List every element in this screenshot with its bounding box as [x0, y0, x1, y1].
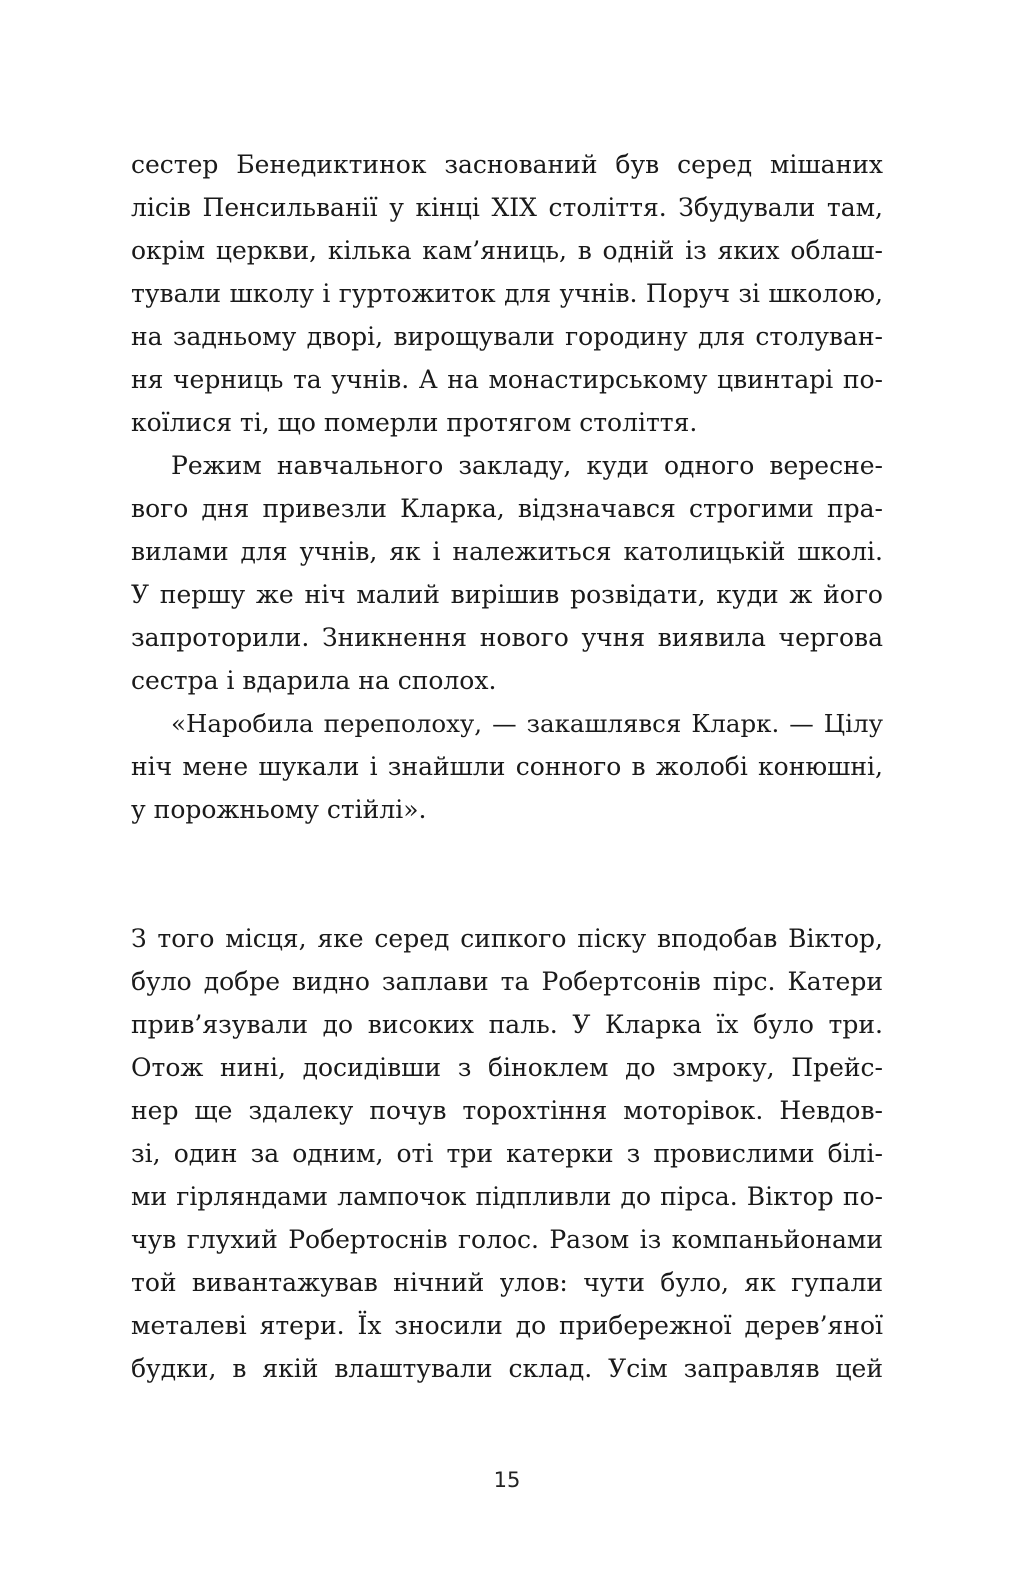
paragraph-1-line: лісів Пенсильванії у кінці XIX століття. Збудували там,: [131, 193, 883, 222]
page-number: 15: [493, 1468, 521, 1492]
paragraph-2-line: сестра і вдарила на сполох.: [131, 666, 497, 695]
paragraph-4-line: будки, в якій влаштували склад. Усім заправляв цей: [131, 1354, 883, 1383]
paragraph-1-line: окрім церкви, кілька кам’яниць, в одній із яких облаш-: [131, 236, 883, 265]
paragraph-3-line: ніч мене шукали і знайшли сонного в жолобі конюшні,: [131, 752, 883, 781]
paragraph-4-line: той вивантажував нічний улов: чути було, як гупали: [131, 1268, 883, 1297]
paragraph-4-line: металеві ятери. Їх зносили до прибережної дерев’яної: [131, 1311, 883, 1340]
paragraph-4-line: Отож нині, досидівши з біноклем до змроку, Прейс-: [131, 1053, 883, 1082]
paragraph-4-line: зі, один за одним, оті три катерки з провислими білі-: [131, 1139, 883, 1168]
paragraph-4-line: З того місця, яке серед сипкого піску вподобав Віктор,: [131, 924, 883, 953]
paragraph-4-line: прив’язували до високих паль. У Кларка їх було три.: [131, 1010, 883, 1039]
paragraph-4-line: нер ще здалеку почув торохтіння моторівок. Невдов-: [131, 1096, 883, 1125]
paragraph-2-line: вого дня привезли Кларка, відзначався строгими пра-: [131, 494, 883, 523]
paragraph-1-line: на задньому дворі, вирощували городину для столуван-: [131, 322, 883, 351]
paragraph-4-line: було добре видно заплави та Робертсонів пірс. Катери: [131, 967, 883, 996]
text-section-2: [131, 917, 883, 1390]
paragraph-4-line: чув глухий Робертоснів голос. Разом із компаньйонами: [131, 1225, 883, 1254]
paragraph-1-line: ня черниць та учнів. А на монастирському цвинтарі по-: [131, 365, 883, 394]
paragraph-3-line: у порожньому стійлі».: [131, 795, 427, 824]
paragraph-4-line: ми гірляндами лампочок підпливли до пірса. Віктор по-: [131, 1182, 883, 1211]
paragraph-1-line: сестер Бенедиктинок заснований був серед мішаних: [131, 150, 883, 179]
text-section-1: [131, 143, 883, 831]
paragraph-1-line: тували школу і гуртожиток для учнів. Поруч зі школою,: [131, 279, 883, 308]
paragraph-2-line: вилами для учнів, як і належиться католицькій школі.: [131, 537, 883, 566]
paragraph-1-line: коїлися ті, що померли протягом століття.: [131, 408, 698, 437]
paragraph-2-line: Режим навчального закладу, куди одного вересне-: [171, 451, 883, 480]
paragraph-3-line: «Наробила переполоху, — закашлявся Кларк. — Цілу: [171, 709, 883, 738]
paragraph-2-line: У першу же ніч малий вирішив розвідати, куди ж його: [131, 580, 883, 609]
paragraph-2-line: запроторили. Зникнення нового учня виявила чергова: [131, 623, 883, 652]
